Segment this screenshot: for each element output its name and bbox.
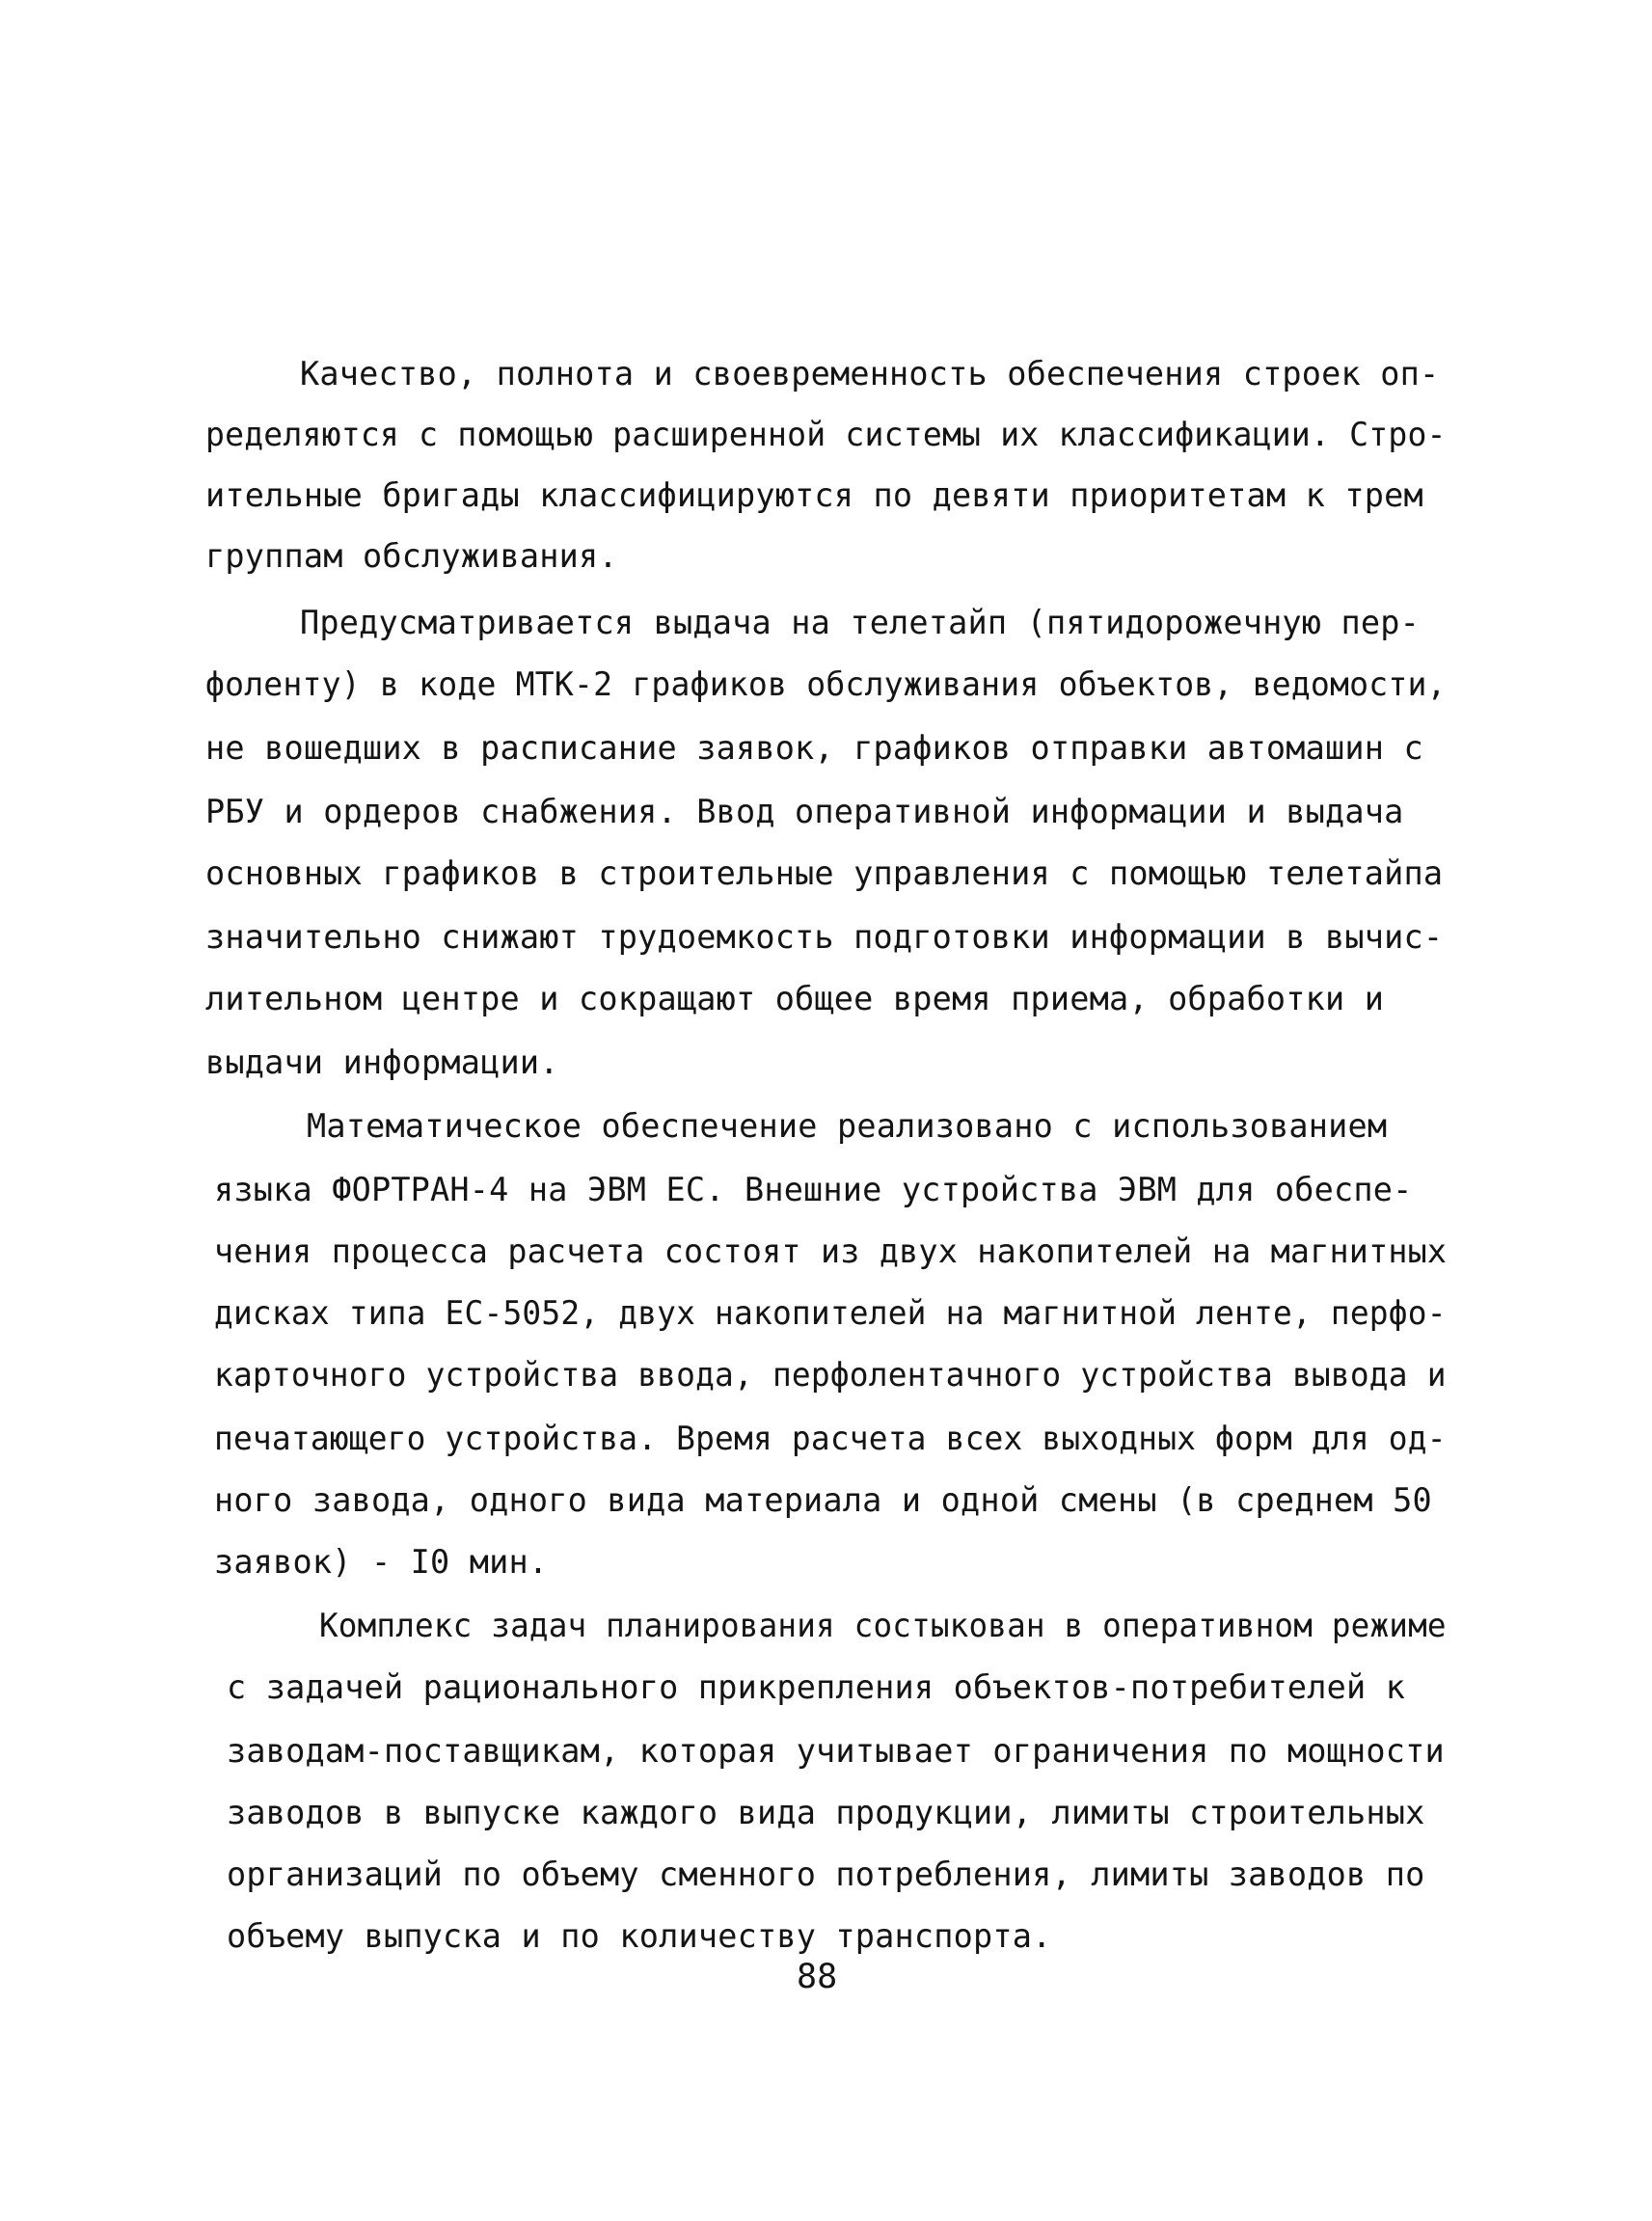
text-line: Качество, полнота и своевременность обеспечения строек оп- xyxy=(300,355,1440,393)
text-line: не вошедших в расписание заявок, графиков отправки автомашин с xyxy=(205,729,1423,767)
text-line: объему выпуска и по количеству транспорта. xyxy=(227,1917,1052,1955)
text-line: Комплекс задач планирования состыкован в оперативном режиме xyxy=(319,1607,1447,1644)
text-line: заводов в выпуске каждого вида продукции, лимиты строительных xyxy=(227,1794,1425,1831)
text-line: карточного устройства ввода, перфолентачного устройства вывода и xyxy=(214,1356,1447,1394)
text-line: организаций по объему сменного потребления, лимиты заводов по xyxy=(227,1855,1425,1893)
text-line: Математическое обеспечение реализовано с использованием xyxy=(307,1107,1388,1145)
text-line: фоленту) в коде МТК-2 графиков обслуживания объектов, ведомости, xyxy=(205,665,1447,703)
text-line: чения процесса расчета состоят из двух накопителей на магнитных xyxy=(214,1232,1448,1270)
text-line: заводам-поставщикам, которая учитывает ограничения по мощности xyxy=(227,1732,1445,1770)
text-line: РБУ и ордеров снабжения. Ввод оперативной информации и выдача xyxy=(205,793,1404,830)
text-line: ределяются с помощью расширенной системы их классификации. Стро- xyxy=(205,416,1447,453)
text-line: группам обслуживания. xyxy=(205,537,618,575)
text-line: дисках типа ЕС-5052, двух накопителей на магнитной ленте, перфо- xyxy=(214,1294,1447,1332)
text-line: с задачей рационального прикрепления объектов-потребителей к xyxy=(227,1668,1406,1706)
text-line: печатающего устройства. Время расчета всех выходных форм для од- xyxy=(214,1420,1447,1457)
text-line: ительные бригады классифицируются по девяти приоритетам к трем xyxy=(205,476,1423,514)
text-line: Предусматривается выдача на телетайп (пятидорожечную пер- xyxy=(300,604,1421,641)
text-line: ного завода, одного вида материала и одной смены (в среднем 50 xyxy=(214,1481,1432,1519)
text-line: заявок) - I0 мин. xyxy=(214,1543,549,1581)
text-line: лительном центре и сокращают общее время приема, обработки и xyxy=(205,980,1385,1017)
text-line: языка ФОРТРАН-4 на ЭВМ ЕС. Внешние устройства ЭВМ для обеспе- xyxy=(214,1171,1413,1208)
text-line: выдачи информации. xyxy=(205,1043,559,1081)
text-line: основных графиков в строительные управления с помощью телетайпа xyxy=(205,854,1444,892)
text-line: значительно снижают трудоемкость подготовки информации в вычис- xyxy=(205,918,1444,956)
page-number: 88 xyxy=(797,1958,838,1996)
